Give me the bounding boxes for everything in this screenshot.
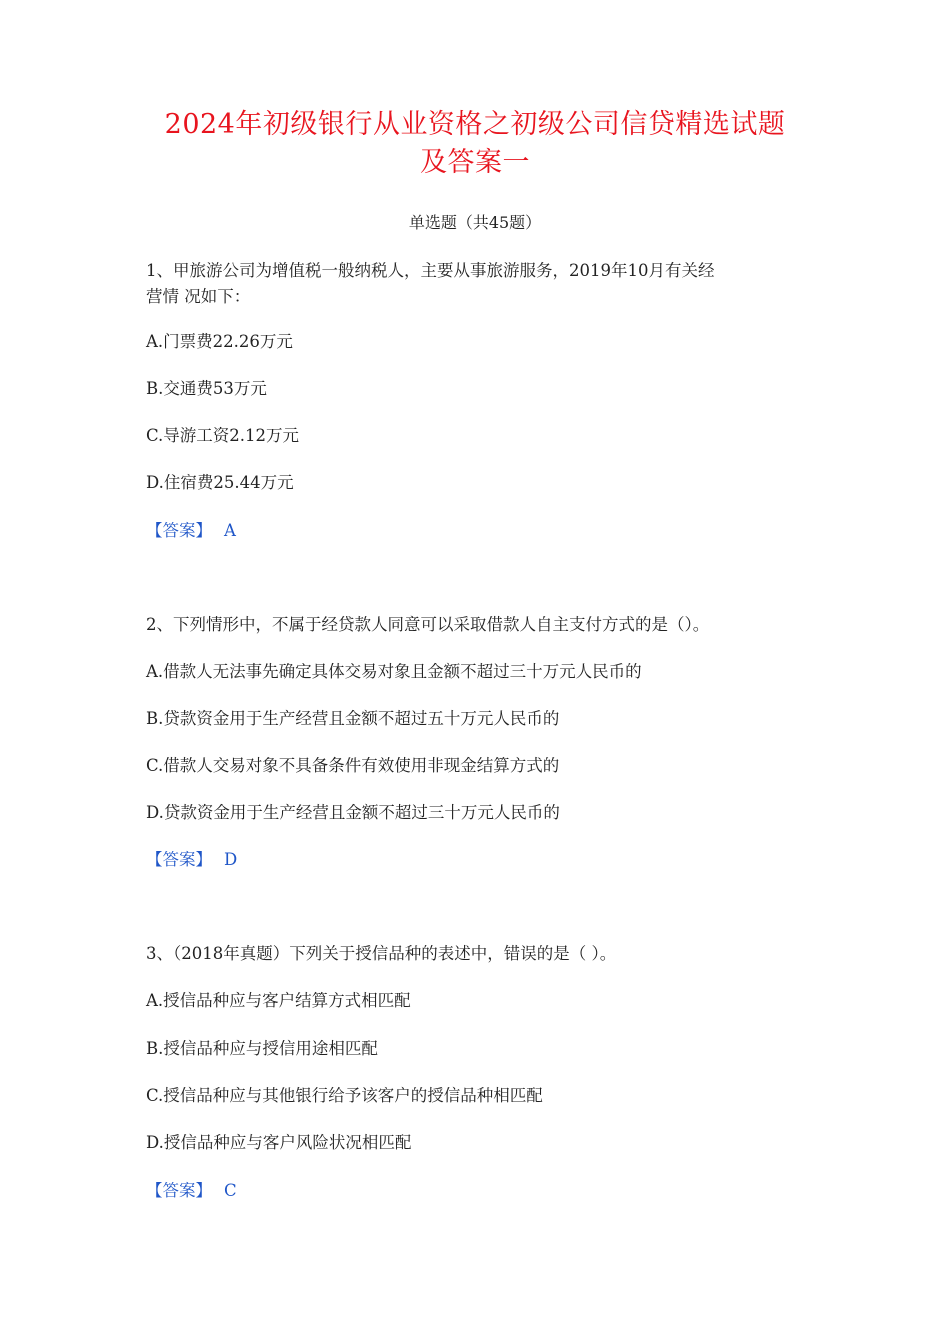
answer-value: C xyxy=(224,1181,237,1200)
question-3-answer xyxy=(146,1179,237,1203)
question-1-text xyxy=(146,258,816,310)
document-title xyxy=(120,106,830,182)
question-1-line-2: 营情 况如下： xyxy=(146,287,251,306)
answer-label: 【答案】 xyxy=(146,521,212,540)
question-1-line-1: 1、甲旅游公司为增值税一般纳税人，主要从事旅游服务，2019年10月有关经 xyxy=(146,261,715,280)
question-2-option-b: B.贷款资金用于生产经营且金额不超过五十万元人民币的 xyxy=(146,709,560,728)
question-3-text: 3、（2018年真题）下列关于授信品种的表述中，错误的是（ ）。 xyxy=(146,944,617,963)
answer-label: 【答案】 xyxy=(146,1181,212,1200)
question-2-option-d: D.贷款资金用于生产经营且金额不超过三十万元人民币的 xyxy=(146,803,560,822)
question-1-option-b: B.交通费53万元 xyxy=(146,379,267,398)
section-heading: 单选题（共45题） xyxy=(408,213,542,232)
title-line-2: 及答案一 xyxy=(420,147,530,178)
answer-label: 【答案】 xyxy=(146,850,212,869)
title-line-1: 2024年初级银行从业资格之初级公司信贷精选试题 xyxy=(164,109,786,140)
answer-value: D xyxy=(224,850,238,869)
question-1-option-c: C.导游工资2.12万元 xyxy=(146,426,300,445)
question-3-option-c: C.授信品种应与其他银行给予该客户的授信品种相匹配 xyxy=(146,1086,543,1105)
question-2-answer xyxy=(146,848,237,872)
question-1-option-d: D.住宿费25.44万元 xyxy=(146,473,294,492)
question-2-option-c: C.借款人交易对象不具备条件有效使用非现金结算方式的 xyxy=(146,756,560,775)
answer-value: A xyxy=(224,521,236,540)
question-3-option-a: A.授信品种应与客户结算方式相匹配 xyxy=(146,991,411,1010)
question-1-option-a: A.门票费22.26万元 xyxy=(146,332,293,351)
question-1-answer xyxy=(146,519,236,543)
question-2-text: 2、下列情形中，不属于经贷款人同意可以采取借款人自主支付方式的是（）。 xyxy=(146,615,710,634)
question-3-option-b: B.授信品种应与授信用途相匹配 xyxy=(146,1039,378,1058)
question-3-option-d: D.授信品种应与客户风险状况相匹配 xyxy=(146,1133,412,1152)
question-2-option-a: A.借款人无法事先确定具体交易对象且金额不超过三十万元人民币的 xyxy=(146,662,642,681)
